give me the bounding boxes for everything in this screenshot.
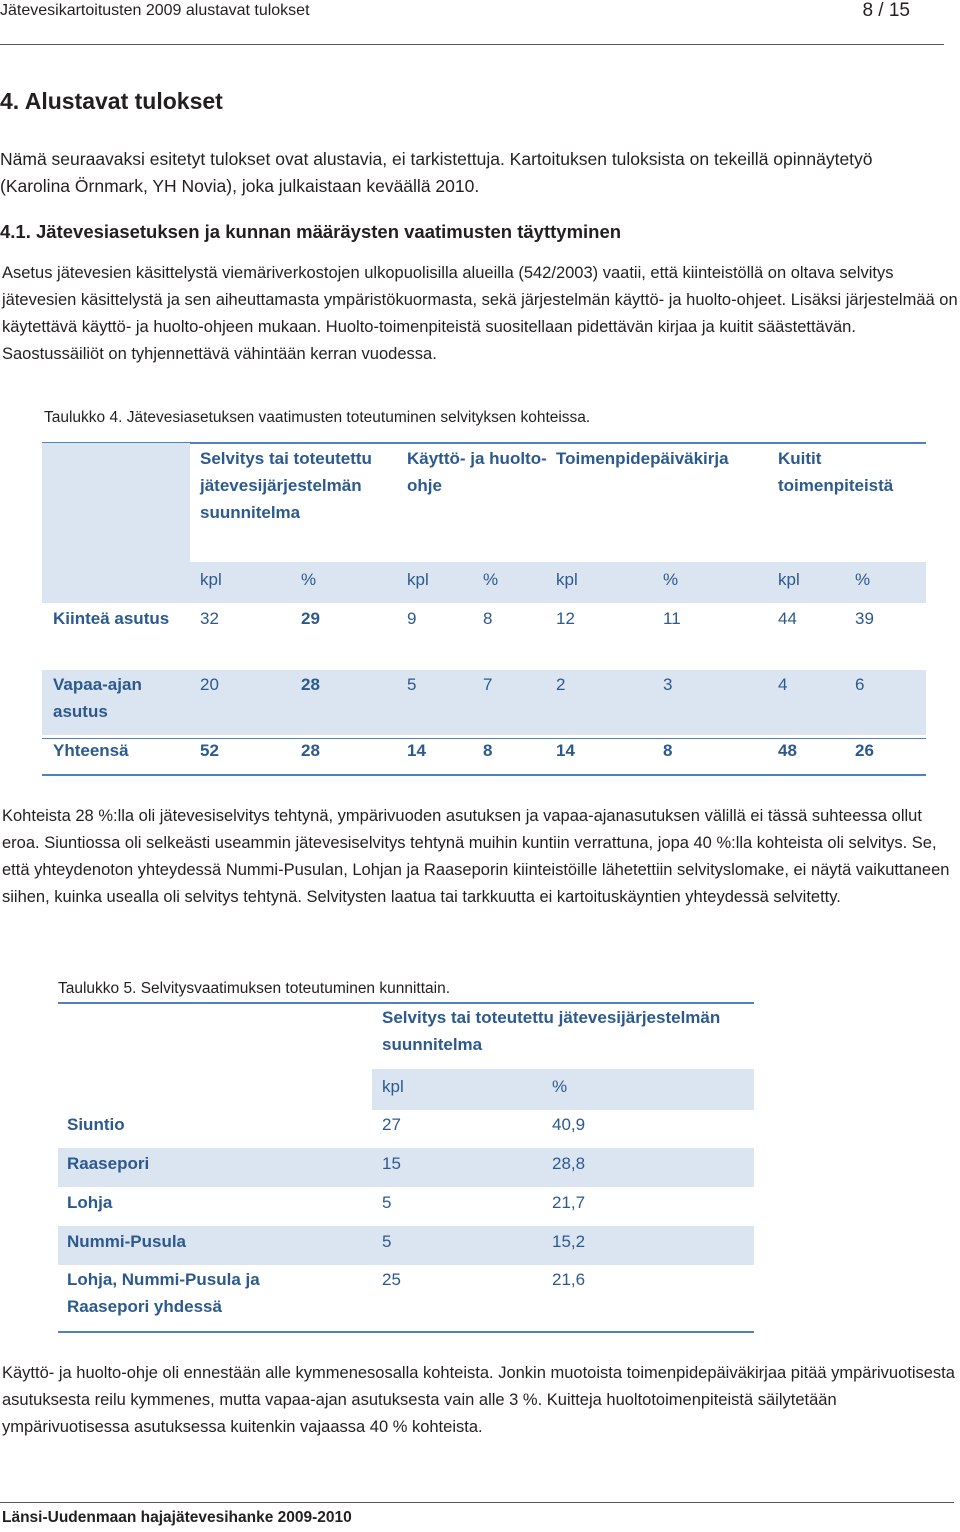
- results-paragraph: Kohteista 28 %:lla oli jätevesiselvitys tehtynä, ympärivuoden asutuksen ja vapaa-ajanasutuksen välillä ei tässä suhteessa ollut eroa. Siuntiossa oli selkeästi useammin jätevesiselvitys tehtynä muihin kuntiin verrattuna, jopa 40 %:lla kohteista oli selvitys. Se, että yhteydenoton yhteydessä Nummi-Pusulan, Lohjan ja Raaseporin kiinteistöille lähetettiin selvityslomake, ei näytä vaikuttaneen siihen, kuinka usealla oli selvitys tehtynä. Selvitysten laatua tai tarkkuutta ei kartoituskäyntien yhteydessä selvitetty.: [2, 807, 950, 906]
- table4-cell: 9: [407, 609, 417, 628]
- table4-cell: 11: [663, 609, 681, 628]
- table4-unit-kpl: kpl: [407, 570, 429, 589]
- table5-cell-kpl: 27: [382, 1115, 401, 1134]
- table4-total-cell: 48: [778, 741, 797, 760]
- table4-cell: 39: [855, 609, 874, 628]
- table5-row-label: Raasepori: [67, 1154, 150, 1173]
- table5-row-label: Siuntio: [67, 1115, 125, 1134]
- table4-cell: 32: [200, 609, 219, 628]
- table4-header-kaytto: Käyttö- ja huolto-ohje: [407, 449, 547, 495]
- table5-cell-pct: 21,7: [552, 1193, 586, 1212]
- table4-cell: 44: [778, 609, 797, 628]
- section-title: 4. Alustavat tulokset: [0, 88, 223, 114]
- table4-unit-kpl: kpl: [778, 570, 800, 589]
- table5-cell-kpl: 5: [382, 1193, 392, 1212]
- table4-cell: 8: [483, 609, 493, 628]
- table5-row-label: Lohja, Nummi-Pusula ja Raasepori yhdessä: [67, 1270, 260, 1316]
- requirements-paragraph: Asetus jätevesien käsittelystä viemäriverkostojen ulkopuolisilla alueilla (542/2003) vaatii, että kiinteistöllä on oltava selvitys jätevesien käsittelystä ja sen aiheuttamasta ympäristökuormasta, sekä järjestelmän käyttö- ja huolto-ohjeet. Lisäksi järjestelmää on käytettävä käyttö- ja huolto-ohjeen mukaan. Huolto-toimenpiteistä suositellaan pidettävän kirjaa ja kuitit säästettävän. Saostussäiliöt on tyhjennettävä vähintään kerran vuodessa.: [2, 264, 958, 363]
- table5-cell-pct: 40,9: [552, 1115, 586, 1134]
- table5-cell-kpl: 5: [382, 1232, 392, 1251]
- table4-cell: 12: [556, 609, 575, 628]
- table4-unit-kpl: kpl: [200, 570, 222, 589]
- table4-total-cell: 8: [483, 741, 493, 760]
- table4-cell: 7: [483, 675, 493, 694]
- subsection-title: 4.1. Jätevesiasetuksen ja kunnan määräysten vaatimusten täyttyminen: [0, 221, 622, 242]
- table5-header: Selvitys tai toteutettu jätevesijärjestelmän suunnitelma: [382, 1008, 721, 1054]
- table4-unit-pct: %: [483, 570, 499, 589]
- table4-total-cell: 26: [855, 741, 874, 760]
- intro-paragraph: Nämä seuraavaksi esitetyt tulokset ovat alustavia, ei tarkistettuja. Kartoituksen tuloksista on tekeillä opinnäytetyö (Karolina Örnmark, YH Novia), joka julkaistaan keväällä 2010.: [0, 149, 873, 196]
- table4-corner-shading: [42, 443, 190, 603]
- table4-unit-pct: %: [855, 570, 871, 589]
- table4-total-cell: 52: [200, 741, 219, 760]
- page-footer: Länsi-Uudenmaan hajajätevesihanke 2009-2010: [2, 1509, 352, 1526]
- table4-cell: 29: [301, 609, 320, 628]
- table5-row-label: Nummi-Pusula: [67, 1232, 187, 1251]
- table4-total-cell: 8: [663, 741, 673, 760]
- table4-unit-pct: %: [663, 570, 679, 589]
- table4-cell: 4: [778, 675, 788, 694]
- footer-rule: [0, 1502, 954, 1503]
- page-number: 8 / 15: [862, 0, 910, 21]
- table4-unit-pct: %: [301, 570, 317, 589]
- table5-cell-kpl: 15: [382, 1154, 401, 1173]
- table5-band-row: [58, 1148, 754, 1187]
- table5-cell-pct: 15,2: [552, 1232, 586, 1251]
- table5-unit-pct: %: [552, 1077, 568, 1096]
- table4-total-cell: 28: [301, 741, 320, 760]
- table5-row-label: Lohja: [67, 1193, 113, 1212]
- closing-paragraph: Käyttö- ja huolto-ohje oli ennestään alle kymmenesosalla kohteista. Jonkin muotoista toimenpidepäiväkirjaa pitää ympärivuotisesta asutuksesta reilu kymmenes, mutta vapaa-ajan asutuksesta vain alle 3 %. Kuitteja huoltotoimenpiteistä säilytetään ympärivuotisessa asutuksessa kuitenkin vajaassa 40 % kohteista.: [2, 1364, 955, 1436]
- table4-total-cell: 14: [556, 741, 575, 760]
- table4-bottom-rule: [42, 774, 926, 776]
- table4-cell: 3: [663, 675, 673, 694]
- table5-unit-kpl: kpl: [382, 1077, 404, 1096]
- table4-header-paivakirja: Toimenpidepäiväkirja: [556, 449, 729, 468]
- table5-cell-pct: 21,6: [552, 1270, 586, 1289]
- table5-bottom-rule: [58, 1331, 754, 1333]
- table4-row-label: Kiinteä asutus: [53, 609, 170, 628]
- table4-cell: 28: [301, 675, 320, 694]
- header-title: Jätevesikartoitusten 2009 alustavat tulokset: [0, 2, 310, 19]
- table4-row-label: Vapaa-ajan asutus: [53, 675, 142, 721]
- table4-header-selvitys: Selvitys tai toteutettu jätevesijärjestelmän suunnitelma: [200, 449, 372, 522]
- table4-cell: 6: [855, 675, 865, 694]
- table4-caption: Taulukko 4. Jätevesiasetuksen vaatimusten toteutuminen selvityksen kohteissa.: [44, 409, 591, 426]
- table5-caption: Taulukko 5. Selvitysvaatimuksen toteutuminen kunnittain.: [58, 980, 451, 997]
- table5-cell-kpl: 25: [382, 1270, 401, 1289]
- table4-cell: 5: [407, 675, 417, 694]
- page-header: [0, 0, 944, 45]
- table4-cell: 2: [556, 675, 566, 694]
- table4-unit-kpl: kpl: [556, 570, 578, 589]
- table4-total-label: Yhteensä: [53, 741, 129, 760]
- table4-cell: 20: [200, 675, 219, 694]
- table4-header-kuitit: Kuitit toimenpiteistä: [778, 449, 894, 495]
- table5-cell-pct: 28,8: [552, 1154, 586, 1173]
- table4-total-cell: 14: [407, 741, 426, 760]
